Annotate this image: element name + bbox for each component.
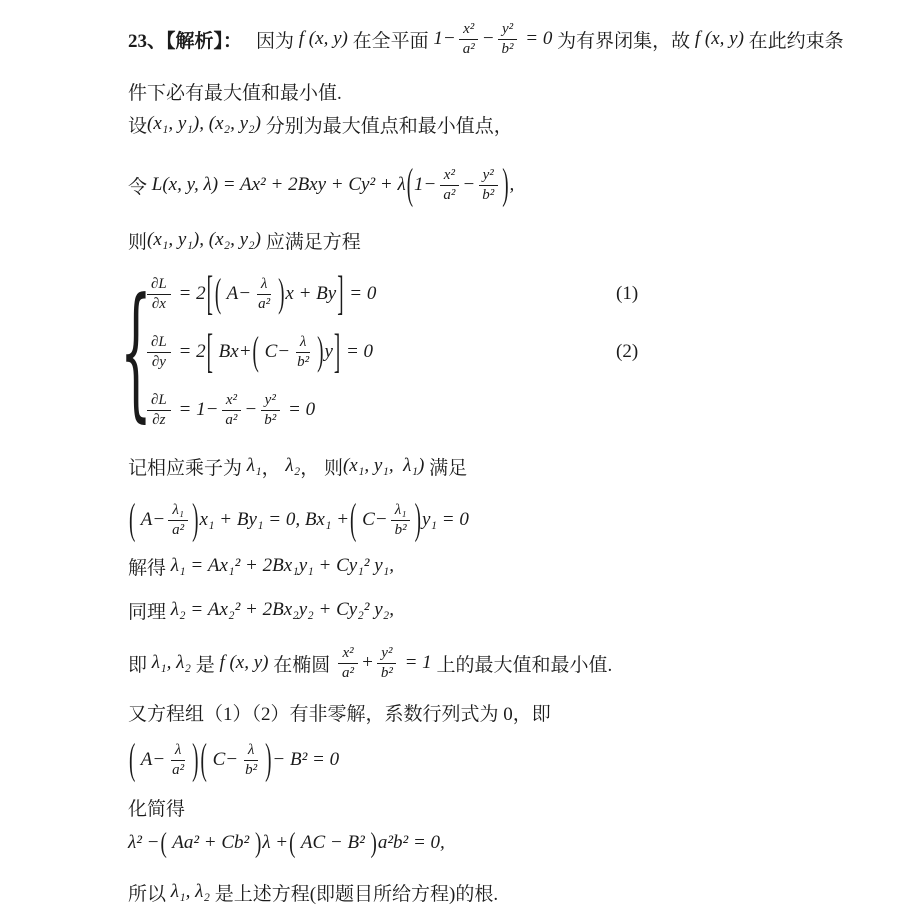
fraction-numerator: x² [338, 645, 357, 664]
big-delimiter: ) [192, 495, 199, 545]
math-run: = 0 [341, 341, 374, 362]
fraction-denominator: b² [264, 411, 277, 428]
text-run: 在此约束条 [743, 30, 844, 52]
fraction-numerator: λ [296, 334, 311, 353]
math-run: 1− [433, 28, 456, 49]
fraction-denominator: ∂z [152, 411, 166, 428]
system-eq-dLdz [144, 381, 872, 439]
fraction-denominator: a² [462, 40, 475, 57]
fraction-numerator: λ [171, 742, 186, 761]
extreme-points-line [128, 109, 872, 139]
text-run: 满足 [424, 457, 468, 479]
math-run: λ₁, λ₂ [151, 652, 191, 673]
text-run: 在椭圆 [268, 654, 336, 676]
text-run: 化简得 [128, 799, 186, 820]
math-run: f (x, y) [298, 28, 348, 49]
fraction-denominator: b² [297, 353, 310, 370]
text-run: 又方程组（1）（2）有非零解，系数行列式为 0，即 [128, 704, 551, 725]
text-run: 件下必有最大值和最小值. [128, 83, 342, 104]
text-run: ， [261, 457, 286, 479]
math-run: A− [222, 283, 252, 304]
determinant-equation-line [128, 732, 872, 788]
math-run: AC − B² [296, 832, 370, 853]
math-run: − [462, 174, 476, 195]
fraction-denominator: a² [172, 761, 185, 778]
big-delimiter: ( [129, 495, 136, 545]
fraction [241, 742, 261, 779]
text-run: 即 [128, 654, 152, 676]
big-delimiter: ( [289, 827, 296, 859]
math-run: − [244, 399, 258, 420]
fraction-denominator: a² [443, 186, 456, 203]
fraction [260, 392, 280, 429]
fraction [498, 21, 518, 58]
math-run: y [324, 341, 333, 362]
fraction [377, 645, 397, 682]
fraction-denominator: b² [380, 664, 393, 681]
multipliers-line [128, 451, 872, 481]
math-run: Aa² + Cb² [167, 832, 254, 853]
fraction [168, 742, 188, 779]
satisfy-equations-line [128, 225, 872, 255]
math-run: x₁ + By₁ = 0, Bx₁ + [199, 509, 350, 530]
fraction-numerator: λ₁ [168, 502, 188, 521]
math-run: x + By [285, 283, 337, 304]
fraction-denominator: a² [342, 664, 355, 681]
fraction [147, 392, 171, 429]
math-run: = 1 [399, 652, 432, 673]
math-run: C− [207, 749, 239, 770]
fraction [478, 167, 498, 204]
math-run: = 1− [173, 399, 219, 420]
text-run: 记相应乘子为 [128, 457, 247, 479]
math-run: f (x, y) [694, 28, 744, 49]
text-run: 上的最大值和最小值. [431, 654, 613, 676]
big-delimiter: ) [370, 827, 377, 859]
equation-number-1: (1) [616, 283, 639, 304]
fraction-numerator: λ [244, 742, 259, 761]
text-run: 所以 [128, 883, 171, 905]
text-run: 因为 [256, 30, 299, 52]
big-delimiter: ] [337, 267, 344, 321]
fraction [254, 276, 274, 313]
big-delimiter: ) [278, 271, 285, 317]
text-run: 令 [128, 176, 152, 198]
fraction-denominator: a² [172, 521, 185, 538]
fraction-numerator: ∂L [147, 276, 171, 295]
multiplier-equations-line [128, 491, 872, 549]
big-delimiter: [ [206, 267, 213, 321]
math-run: + [361, 652, 374, 673]
intro-line [128, 12, 872, 66]
fraction-numerator: x² [222, 392, 241, 411]
fraction [391, 502, 411, 539]
big-delimiter: ) [254, 827, 262, 859]
big-delimiter: ( [160, 827, 167, 859]
math-run: , [509, 174, 515, 195]
math-run: λ + [262, 832, 289, 853]
fraction [168, 502, 188, 539]
fraction-denominator: b² [394, 521, 407, 538]
fraction-numerator: x² [459, 21, 478, 40]
text-run: 分别为最大值点和最小值点， [260, 115, 513, 137]
fraction [147, 276, 171, 313]
text-run: 则 [128, 231, 148, 253]
math-run: = 2 [173, 341, 206, 362]
lambda1-line [128, 551, 872, 581]
equation-system [120, 265, 872, 439]
big-delimiter: ( [252, 329, 259, 375]
big-delimiter: ( [406, 160, 414, 210]
math-run: A− [136, 509, 166, 530]
text-run: 解得 [128, 557, 171, 579]
fraction-denominator: ∂y [151, 353, 166, 370]
fraction-denominator: b² [245, 761, 258, 778]
math-run: L(x, y, λ) = Ax² + 2Bxy + Cy² + λ [151, 174, 406, 195]
math-run: λ₁, λ₂ [170, 881, 210, 902]
math-run: C− [259, 341, 291, 362]
ellipse-conclusion-line [128, 637, 872, 689]
fraction-numerator: ∂L [147, 334, 171, 353]
fraction-numerator: y² [498, 21, 517, 40]
math-run: = 0 [283, 399, 316, 420]
system-eq-dLdx [144, 265, 872, 323]
text-run: 在全平面 [347, 30, 434, 52]
fraction-numerator: y² [479, 167, 498, 186]
big-delimiter: ( [214, 271, 222, 317]
fraction [293, 334, 313, 371]
lambda2-line [128, 595, 872, 625]
fraction-denominator: b² [501, 40, 514, 57]
fraction [221, 392, 241, 429]
system-left-brace: { [120, 267, 152, 437]
big-delimiter: ] [333, 325, 341, 379]
math-run: C− [357, 509, 388, 530]
spacer [242, 39, 256, 40]
big-delimiter: ( [129, 735, 136, 785]
fraction-numerator: x² [440, 167, 459, 186]
math-run: λ₂ [285, 455, 301, 476]
text-run: 为有界闭集，故 [552, 30, 695, 52]
math-run: 1− [414, 174, 437, 195]
math-run: Bx+ [213, 341, 252, 362]
fraction-denominator: a² [225, 411, 238, 428]
equation-number-2: (2) [616, 341, 639, 362]
math-run: = 2 [173, 283, 206, 304]
fraction [439, 167, 459, 204]
fraction-denominator: ∂x [151, 295, 166, 312]
big-delimiter: ( [350, 495, 357, 545]
big-delimiter: ) [317, 329, 324, 375]
solution-content [120, 12, 872, 907]
intro-continuation [128, 78, 872, 105]
text-run: 同理 [128, 601, 171, 623]
final-conclusion-line [128, 877, 872, 907]
big-delimiter: ) [502, 160, 509, 210]
fraction-numerator: λ [257, 276, 272, 295]
math-run: λ₁ = Ax₁² + 2Bx₁y₁ + Cy₁² y₁, [170, 555, 395, 576]
math-run: − B² = 0 [272, 749, 340, 770]
fraction-numerator: y² [261, 392, 280, 411]
fraction [147, 334, 171, 371]
text-run: ， 则 [300, 457, 343, 479]
math-run: λ₁ [246, 455, 262, 476]
text-run: 应满足方程 [260, 231, 361, 253]
fraction-numerator: ∂L [147, 392, 171, 411]
math-run: (x₁, y₁), (x₂, y₂) [147, 113, 261, 134]
nonzero-solution-line [128, 699, 872, 726]
fraction-numerator: y² [377, 645, 396, 664]
bold-text-run: 23、【解析】： [128, 30, 243, 52]
system-eq-dLdy [144, 323, 872, 381]
big-delimiter: ) [265, 735, 272, 785]
math-run: y₁ = 0 [421, 509, 469, 530]
math-run: − [481, 28, 495, 49]
lagrange-function-line [128, 157, 872, 213]
fraction-denominator: b² [482, 186, 495, 203]
big-delimiter: ) [414, 495, 421, 545]
math-run: A− [136, 749, 166, 770]
quadratic-equation-line [128, 825, 872, 861]
big-delimiter: ( [200, 735, 207, 785]
math-run: λ₂ = Ax₂² + 2Bx₂y₂ + Cy₂² y₂, [170, 599, 395, 620]
math-run: f (x, y) [219, 652, 269, 673]
math-run: = 0 [520, 28, 553, 49]
fraction-numerator: λ₁ [391, 502, 411, 521]
text-run: 是 [190, 654, 220, 676]
fraction [338, 645, 358, 682]
big-delimiter: ) [192, 735, 199, 785]
text-run: 设 [128, 115, 148, 137]
big-delimiter: [ [206, 325, 213, 379]
text-run: 是上述方程(即题目所给方程)的根. [209, 883, 499, 905]
math-run: (x₁, y₁, λ₁) [342, 455, 425, 476]
math-run: a²b² = 0, [377, 832, 445, 853]
math-run: (x₁, y₁), (x₂, y₂) [147, 229, 261, 250]
math-run: = 0 [344, 283, 377, 304]
math-run: λ² − [128, 832, 160, 853]
fraction [459, 21, 479, 58]
fraction-denominator: a² [258, 295, 271, 312]
simplify-label-line [128, 794, 872, 821]
